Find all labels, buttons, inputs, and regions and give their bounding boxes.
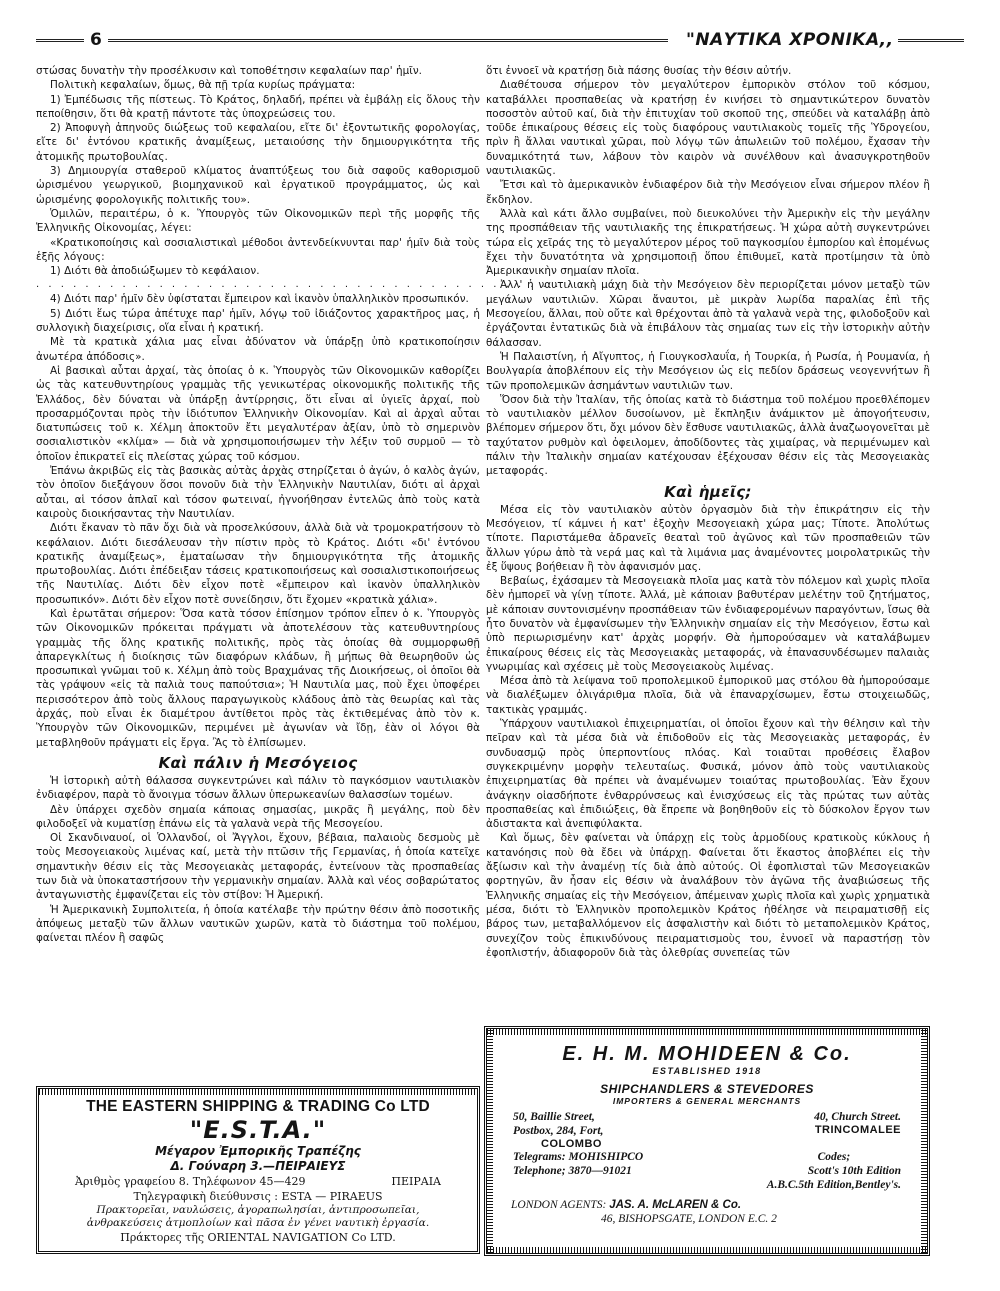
ad-services: Πρακτορεῖαι, ναυλώσεις, ἀγοραπωλησίαι, ἀντιπροσωπεῖαι, [96,1204,420,1216]
paragraph: Ὁμιλῶν, περαιτέρω, ὁ κ. Ὑπουργὸς τῶν Οἰκονομικῶν περὶ τῆς μορφῆς τῆς Ἑλληνικῆς Οἰκονομίας, λέγει: [36,207,480,235]
ad-border-hatch [487,1247,927,1253]
ad-address-trincomalee [767,1110,901,1192]
paragraph: 3) Δημιουργία σταθεροῦ κλίματος ἀναπτύξεως του διὰ σαφοῦς καθορισμοῦ ὡρισμένου γεωργικοῦ, βιομηχανικοῦ καὶ ἐργατικοῦ προγράμματος, ὡς καὶ ὡρισμένης φορολογικῆς πολιτικῆς του». [36,165,480,206]
ad-subtrade: IMPORTERS & GENERAL MERCHANTS [612,1096,802,1106]
address-line: 50, Baillie Street, [513,1111,595,1123]
header-rule [898,39,964,45]
ad-company-name: THE EASTERN SHIPPING & TRADING Co LTD [86,1098,430,1115]
paragraph: Αἱ βασικαὶ αὗται ἀρχαί, τὰς ὁποίας ὁ κ. Ὑπουργὸς τῶν Οἰκονομικῶν καθορίζει ὡς τὰς κατευθυντηρίους γραμμὰς τῆς γενικωτέρας οἰκονομικῆς πολιτικῆς τῆς Ἑλλάδος, δὲν δύναται νὰ ὑπάρξῃ ἀντίρρησις, ὅτι εἶναι αἱ ὑγιεῖς ἀρχαί, ποὺ προσαρμόζονται πρὸς τὴν ἰδιότυπον Ἑλληνικὴν Οἰκονομίαν. Καὶ αἱ ἀρχαὶ αὗται διατυπώσεις τοῦ κ. Χέλμη ἀποκτοῦν ἔτι μεγαλυτέραν ἀξίαν, ὑπὸ τὸ σημερινὸν σοσιαλιστικὸν «κλίμα» — διὰ νὰ χρησιμοποιήσωμεν τὴν λέξιν τοῦ συρμοῦ — τὸ ὁποῖον ἐπικρατεῖ εἰς πλείστας χώρας τοῦ κόσμου. [36,364,480,463]
ad-building: Μέγαρον Ἐμπορικῆς Τραπέζης [155,1144,361,1158]
page-number: 6 [90,30,102,50]
ad-border-hatch [487,1029,927,1035]
ad-address-colombo [513,1110,643,1192]
paragraph: Καὶ ἐρωτᾶται σήμερον: Ὅσα κατὰ τόσον ἐπίσημον τρόπον εἶπεν ὁ κ. Ὑπουργὸς τῶν Οἰκονομικῶν πρόκειται πράγματι νὰ ἀποτελέσουν τὰς κατευθυντηρίους γραμμὰς τῆς ὅλης κρατικῆς πολιτικῆς, πρὸς τὰς ὁποίας θὰ συμμορφωθῇ ἀπαρεγκλίτως ἡ διοίκησις τῶν διαφόρων κλάδων, ἢ μήπως θὰ θεωρηθοῦν ὡς προσωπικαὶ γνῶμαι τοῦ κ. Χέλμη ἀπὸ τοὺς Βραχμάνας τῆς Διοικήσεως, οἱ ὁποῖοι θὰ τὰς γράψουν «εἰς τὰ παλιὰ τους παπούτσια»; Ἡ Ναυτιλία μας, ποὺ ἔχει ὑποφέρει περισσότερον ἀπὸ τοὺς ἄλλους παραγωγικοὺς κλάδους ἀπὸ τὰς θεωρίας καὶ τὰς ἀρχάς, ποὺ εἶναι ἐκ διαμέτρου ἀντίθετοι πρὸς τὰς ἐκτιθεμένας ἀπὸ τὸν κ. Ὑπουργὸν τῶν Οἰκονομικῶν, περιμένει μὲ ἀγωνίαν νὰ ἴδῃ, ἐὰν οἱ λόγοι θὰ μεταβληθοῦν πράγματι εἰς ἔργα. Ἂς τὸ ἐλπίσωμεν. [36,607,480,749]
section-heading: Καὶ πάλιν ἡ Μεσόγειος [158,753,358,772]
paragraph: Διαθέτουσα σήμερον τὸν μεγαλύτερον ἐμπορικὸν στόλον τοῦ κόσμου, καταβάλλει προσπαθείας νὰ κρατήσῃ ἐν κινήσει τὸ σημαντικώτερον δυνατὸν ποσοστὸν αὐτοῦ καί, διὰ τὴν ἐπιτυχίαν τοῦ σκοποῦ της, σπεύδει νὰ καταλάβῃ ἀπὸ τοῦδε ἐπικαίρους θέσεις εἰς τοὺς διαφόρους ναυτιλιακοὺς τομεῖς τῆς Ὑδρογείου, πρὶν ἢ ἄλλαι ναυτικαὶ χῶραι, ποὺ λόγῳ τῶν ἀπωλειῶν τοῦ πολέμου, ἔχασαν τὴν δυναμικότητά των, λάβουν τὸν καιρὸν νὰ συνέλθουν καὶ ἀνασυγκροτηθοῦν ναυτιλιακῶς. [486,79,930,178]
paragraph: Μέσα εἰς τὸν ναυτιλιακὸν αὐτὸν ὀργασμὸν διὰ τὴν ἐπικράτησιν εἰς τὴν Μεσόγειον, τί κάμνει ἡ κατ' ἐξοχὴν Μεσογειακὴ χώρα μας; Τίποτε. Ἀπολύτως τίποτε. Παριστάμεθα ἀδρανεῖς θεαταὶ τοῦ ἀγῶνος καὶ τῶν προσπαθειῶν τῶν ἄλλων γύρω ἀπὸ τὰ νερά μας καὶ τὰ λιμάνια μας ἀναμένοντες μοιρολατρικῶς τὴν ἐξ ὕψους βοήθειαν ἢ τὸν ἀφανισμόν μας. [486,503,930,573]
city: COLOMBO [541,1138,602,1150]
header-rule [108,39,668,45]
paragraph: Ὑπάρχουν ναυτιλιακοὶ ἐπιχειρηματίαι, οἱ ὁποῖοι ἔχουν καὶ τὴν θέλησιν καὶ τὴν πεῖραν καὶ τὰ μέσα διὰ νὰ ἐπιδοθοῦν εἰς τὰς Μεσογειακὰς μεταφοράς, ἐν συνδυασμῷ πρὸς ὑπερποντίους πλόας. Καὶ τοιαῦται προθέσεις ἔλαβον συγκεκριμένην μορφὴν τελευταίως. Φυσικά, μόνον ἀπὸ τοὺς ναυτιλιακοὺς ἐπιχειρηματίας θὰ πρέπει νὰ ἀναμένωμεν τοιαύτας πρωτοβουλίας. Ἐὰν ἔχουν ἀνάγκην οἰασδήποτε ἐνθαρρύνσεως καὶ ἐνισχύσεως εἰς τὰς πρώτας των αὐτὰς προσπαθείας καὶ ἐπιδιώξεις, θὰ ἔπρεπε νὰ βοηθηθοῦν εἰς τὸ δύσκολον ἔργον των ἀδιστακτα καὶ ἀνεπιφύλακτα. [486,718,930,831]
ad-telegraph: Τηλεγραφικὴ διεύθυνσις : ESTA — PIRAEUS [133,1190,383,1203]
header-rule [36,39,84,45]
ad-border-hatch [39,1089,477,1095]
ad-established: ESTABLISHED 1918 [652,1066,762,1076]
ad-phone: Ἀριθμὸς γραφείου 8. Τηλέφωνον 45—429 [75,1175,306,1188]
telegrams: Telegrams: MOHISHIPCO [513,1151,644,1163]
paragraph: Βεβαίως, ἐχάσαμεν τὰ Μεσογειακὰ πλοῖα μας κατὰ τὸν πόλεμον καὶ χωρὶς πλοῖα δὲν ἠμπορεῖ νὰ γίνῃ τίποτε. Ἀλλά, μὲ κάποιαν βαθυτέραν μελέτην τοῦ ζητήματος, μὲ κάποιαν συντονισμένην προσπάθειαν τῶν ἐνδιαφερομένων παραγόντων, ἴσως θὰ ἦτο δυνατὸν νὰ ἐμφανίσωμεν τὴν Ἑλληνικὴν σημαίαν εἰς τὴν Μεσόγειον, ἔστω καὶ ὑπὸ περιωρισμένην κατ' ἀρχὰς μορφήν. Θὰ ἠμπορούσαμεν νὰ καταλάβωμεν ἐπικαίρους θέσεις εἰς τὰς Μεσογειακὰς μεταφοράς, νὰ ἐπανασυνδέσωμεν παλαιὰς γνωριμίας καὶ σχέσεις μὲ τοὺς Μεσογειακοὺς λιμένας. [486,575,930,673]
paragraph: Μὲ τὰ κρατικὰ χάλια μας εἶναι ἀδύνατον νὰ ὑπάρξῃ ὑπὸ κρατικοποίησιν ἀνωτέρα ἀπόδοσις». [36,336,480,363]
paragraph: Ἡ Παλαιστίνη, ἡ Αἴγυπτος, ἡ Γιουγκοσλαυΐα, ἡ Τουρκία, ἡ Ρωσία, ἡ Ρουμανία, ἡ Βουλγαρία ἀποβλέπουν εἰς τὴν Μεσόγειον ὡς εἰς πεδίον δράσεως νεογεννήτων ἢ τῶν προπολεμικῶν ἀσημάντων ναυτιλιῶν των. [486,350,930,392]
paragraph: 2) Ἀποφυγὴ ἀπηνοῦς διώξεως τοῦ κεφαλαίου, εἴτε δι' ἐξοντωτικῆς φορολογίας, εἴτε δι' ἐντόνου κρατικῆς ἀναμίξεως, μεταιούσης τὴν δημιουργικότητα τῆς ἀτομικῆς πρωτοβουλίας. [36,122,480,163]
section-heading: Καὶ ἡμεῖς; [664,482,752,501]
spacer [767,1136,901,1150]
paragraph: 1) Ἐμπέδωσις τῆς πίστεως. Τὸ Κράτος, δηλαδή, πρέπει νὰ ἐμβάλῃ εἰς ὅλους τὴν πεποίθησιν, ὅτι θὰ κρατῇ πάντοτε τὰς ὑποχρεώσεις του. [36,93,480,120]
paragraph: Ἡ ἱστορικὴ αὐτὴ θάλασσα συγκεντρώνει καὶ πάλιν τὸ παγκόσμιον ναυτιλιακὸν ἐνδιαφέρον, παρὰ τὸ ἄνοιγμα τόσων ἄλλων ὑπερωκεανίων θαλασσίων τομέων. [36,774,480,802]
london-label: LONDON AGENTS: [511,1199,607,1211]
paragraph: 4) Διότι παρ' ἡμῖν δὲν ὑφίσταται ἔμπειρον καὶ ἱκανὸν ὑπαλληλικὸν προσωπικόν. [50,293,469,306]
paragraph: Ἀλλ' ἡ ναυτιλιακὴ μάχη διὰ τὴν Μεσόγειον δὲν περιορίζεται μόνον μεταξὺ τῶν μεγάλων ναυτιλιῶν. Χῶραι ἄναυτοι, μὲ μικρὰν λωρίδα παραλίας ἐπὶ τῆς Μεσογείου, ἄλλαι, ποὺ οὔτε καὶ θρέχονται ἀπὸ τὰ γαλανὰ νερὰ της, φιλοδοξοῦν καὶ ἐργάζονται ἐντατικῶς διὰ νὰ ἐπιβάλουν τὰς σημαίας των εἰς τὴν ἱστορικὴν αὐτὴν θάλασσαν. [486,279,930,349]
code: Scott's 10th Edition [807,1165,901,1177]
paragraph: Ὅσον διὰ τὴν Ἰταλίαν, τῆς ὁποίας κατὰ τὸ διάστημα τοῦ πολέμου προεθλέπομεν τὸ ναυτιλιακὸν μέλλον δυσοίωνον, μὲ ἔκπληξιν ἀνάμικτον μὲ ἀπογοήτευσιν, βλέπομεν σήμερον ὅτι, ὄχι μόνον δὲν ἔσθυσε ναυτιλιακῶς, ἀλλὰ ἀναζωογονεῖται μὲ ταχύτατον ρυθμὸν καὶ ὀφειλομεν, ἀποδίδοντες τὰς χιμαίρας, νὰ περιμένωμεν καὶ πάλιν τὴν Ἰταλικὴν σημαίαν κατέχουσαν ἐξέχουσαν θέσιν εἰς τὰς Μεσογειακὰς μεταφοράς. [486,393,930,478]
ad-services: ἀνθρακεύσεις ἀτμοπλοίων καὶ πᾶσα ἐν γένει ναυτικὴ ἐργασία. [86,1217,430,1229]
london-address: 46, BISHOPSGATE, LONDON E.C. 2 [601,1213,777,1225]
london-agent-name: JAS. A. McLAREN & Co. [609,1199,742,1211]
paragraph: Πολιτικὴ κεφαλαίων, ὅμως, θὰ πῇ τρία κυρίως πράγματα: [50,79,356,92]
paragraph: Ἡ Ἀμερικανικὴ Συμπολιτεία, ἡ ὁποία κατέλαβε τὴν πρώτην θέσιν ἀπὸ ποσοτικῆς ἀπόψεως μεταξὺ τῶν ἄλλων ναυτικῶν χωρῶν, κατὰ τὸ διάστημα τοῦ πολέμου, φαίνεται πλέον ἢ σαφῶς [36,903,480,945]
paragraph: «Κρατικοποίησις καὶ σοσιαλιστικαὶ μέθοδοι ἀντενδείκνυνται παρ' ἡμῖν διὰ τοὺς ἑξῆς λόγους: [36,236,480,263]
paragraph: ὅτι ἐννοεῖ νὰ κρατήσῃ διὰ πάσης θυσίας τὴν θέσιν αὐτήν. [486,65,792,77]
ad-london-agents [487,1198,927,1226]
ad-city: ΠΕΙΡΑΙΑ [391,1175,441,1188]
ad-address: Δ. Γούναρη 3.—ΠΕΙΡΑΙΕΥΣ [170,1159,346,1173]
paragraph: 1) Διότι θὰ ἀποδιώξωμεν τὸ κεφάλαιον. [50,265,260,278]
codes-label: Codes; [817,1151,851,1163]
article-column-right [486,64,930,960]
ad-phone-row [39,1174,477,1189]
ellipsis-row: . . . . . . . . . . . . . . . . . . . . . . . . . . . . . . . . . . . . . . . . . . . . . . . . [36,279,623,291]
ad-border-hatch [487,1029,493,1253]
code: A.B.C.5th Edition,Bentley's. [766,1179,901,1191]
ad-addresses [487,1106,927,1192]
esta-advertisement [36,1086,480,1254]
ad-company-abbr: "E.S.T.A." [189,1116,327,1144]
paragraph: Δὲν ὑπάρχει σχεδὸν σημαία κάποιας σημασίας, μικρᾶς ἢ μεγάλης, ποὺ δὲν φιλοδοξεῖ νὰ κυματίσῃ ἐπάνω εἰς τὰ γαλανὰ νερὰ τῆς Μεσογείου. [36,803,480,830]
article-column-left [36,64,623,946]
ad-company-name: E. H. M. MOHIDEEN & Co. [562,1043,852,1065]
paragraph: Διότι ἔκαναν τὸ πᾶν ὄχι διὰ νὰ προσελκύσουν, ἀλλὰ διὰ νὰ τρομοκρατήσουν τὸ κεφάλαιον. Διότι διεσάλευσαν τὴν πίστιν πρὸς τὸ Κράτος. Διότι «δι' ἐντόνου κρατικῆς ἀναμίξεως», ἐματαίωσαν τὴν δημιουργικότητα τῆς ἀτομικῆς πρωτοβουλίας. Διότι ἐπέδειξαν τάσεις κρατικοποιήσεως καὶ σοσιαλιστικοποιήσεως τῆς Ναυτιλίας. Διότι δὲν εἶχον ποτὲ «ἔμπειρον καὶ ἱκανὸν ὑπαλληλικὸν προσωπικόν». Διότι δὲν εἶχον ποτὲ συνείδησιν, ὅτι ἔχομεν «κρατικὰ χάλια». [36,522,480,606]
page-header [36,30,964,56]
mohideen-advertisement [484,1026,930,1256]
paragraph: Ἐπάνω ἀκριβῶς εἰς τὰς βασικὰς αὐτὰς ἀρχὰς στηρίζεται ὁ ἀγών, ὁ καλὸς ἀγών, τὸν ὁποῖον διεξάγουν ὅσοι πονοῦν διὰ τὴν Ἑλληνικὴν Ναυτιλίαν, διότι αἱ ἀρχαὶ αὗται, αἱ τόσον ἁπλαῖ καὶ τόσον φωτειναί, ἠγνοήθησαν ἐντελῶς ἀπὸ τοὺς κατὰ καιροὺς διοικήσαντας τὴν Ναυτιλίαν. [36,465,480,520]
address-line: Postbox, 284, Fort, [513,1125,604,1137]
paragraph: Καὶ ὅμως, δὲν φαίνεται νὰ ὑπάρχῃ εἰς τοὺς ἁρμοδίους κρατικοὺς κύκλους ἡ κατανόησις ποὺ θὰ ἔδει νὰ ὑπάρχῃ. Φαίνεται ὅτι ἕκαστος ἀποβλέπει εἰς τὴν ἄξίωσιν καὶ τὴν ἀναμένῃ τίς διὰ ἀπὸ αὐτούς. Οἱ ἐφοπλισταὶ τῶν Μεσογειακῶν φορτηγῶν, ἂν ἦσαν εἰς θέσιν νὰ ἀναλάβουν τὸν ἀγῶνα τῆς ἀναβιώσεως τῆς Ἑλληνικῆς σημαίας εἰς τὴν Μεσόγειον, ἀπέμειναν χωρὶς πλοῖα καὶ χωρὶς χρηματικὰ μέσα, διότι τὸ Ἑλληνικὸν προπολεμικὸν Κράτος ἠθέλησε νὰ πειραματισθῇ εἰς βάρος των, μεταβαλλόμενον εἰς ἀσφαλιστὴν καὶ διότι τὸ μεταπολεμικὸν Κράτος, συνεχίζον τοὺς ἐπικινδύνους πειραματισμοὺς του, ἐννοεῖ νὰ παραστήσῃ τὸν ἐφοπλιστήν, ἀδιαφοροῦν διὰ τὰς ὀλεθρίας συνεπείας τῶν [486,832,930,959]
newspaper-title: "ΝΑΥΤΙΚΑ ΧΡΟΝΙΚΑ,, [686,30,894,50]
ad-border-hatch [921,1029,927,1253]
paragraph: Ἀλλὰ καὶ κάτι ἄλλο συμβαίνει, ποὺ διευκολύνει τὴν Ἀμερικὴν εἰς τὴν μεγάλην της προσπάθειαν τῆς ναυτιλιακῆς της ἐπικρατήσεως. Ἡ χώρα αὐτὴ συγκεντρώνει τώρα εἰς χεῖράς της τὸ μεγαλύτερον μέρος τοῦ παγκοσμίου ἐμπορίου καὶ ἑπομένως ἔχει τὴν δυνατότητα νὰ χρησιμοποιῇ ὅπου ἐπιθυμεῖ, κατὰ προτίμησιν τὰ ὑπὸ Ἀμερικανικὴν σημαίαν πλοῖα. [486,207,930,278]
ad-agents: Πράκτορες τῆς ORIENTAL NAVIGATION Co LTD. [120,1231,396,1244]
paragraph: Οἱ Σκανδιναυοί, οἱ Ὁλλανδοί, οἱ Ἄγγλοι, ἔχουν, βέβαια, παλαιοὺς δεσμοὺς μὲ τοὺς Μεσογειακοὺς λιμένας καί, μετὰ τὴν πτῶσιν τῆς Γερμανίας, ἡ ὁποία κατεῖχε σημαντικὴν θέσιν εἰς τὰς Μεσογειακὰς μεταφοράς, ἐντείνουν τὰς προσπαθείας των διὰ νὰ ὑποκαταστήσουν τὴν γερμανικὴν σημαίαν. Ἀλλὰ καὶ νέος σοβαρώτατος ἀνταγωνιστὴς ἐμφανίζεται εἰς τὸν στίβον: Ἡ Ἀμερική. [36,832,480,902]
city: TRINCOMALEE [814,1124,901,1136]
paragraph: 5) Διότι ἕως τώρα ἀπέτυχε παρ' ἡμῖν, λόγῳ τοῦ ἰδιάζοντος χαρακτῆρος μας, ἡ συλλογικὴ διαχείρισις, οἵα εἶναι ἡ κρατική. [36,307,480,335]
paragraph: στώσας δυνατὴν τὴν προσέλκυσιν καὶ τοποθέτησιν κεφαλαίων παρ' ἡμῖν. [36,65,423,77]
address-line: 40, Church Street. [814,1111,901,1123]
paragraph: Μέσα ἀπὸ τὰ λείψανα τοῦ προπολεμικοῦ ἐμπορικοῦ μας στόλου θὰ ἠμπορούσαμε νὰ διαλέξωμεν ὀλιγάριθμα πλοῖα, διὰ νὰ ἐπαναρχίσωμεν, ἔστω στοιχειωδῶς, τακτικὰς γραμμάς. [486,675,930,716]
ad-trade: SHIPCHANDLERS & STEVEDORES [600,1082,814,1096]
paragraph: Ἔτσι καὶ τὸ ἀμερικανικὸν ἐνδιαφέρον διὰ τὴν Μεσόγειον εἶναι σήμερον πλέον ἢ ἔκδηλον. [486,179,930,206]
telephone: Telephone; 3870—91021 [513,1165,632,1177]
